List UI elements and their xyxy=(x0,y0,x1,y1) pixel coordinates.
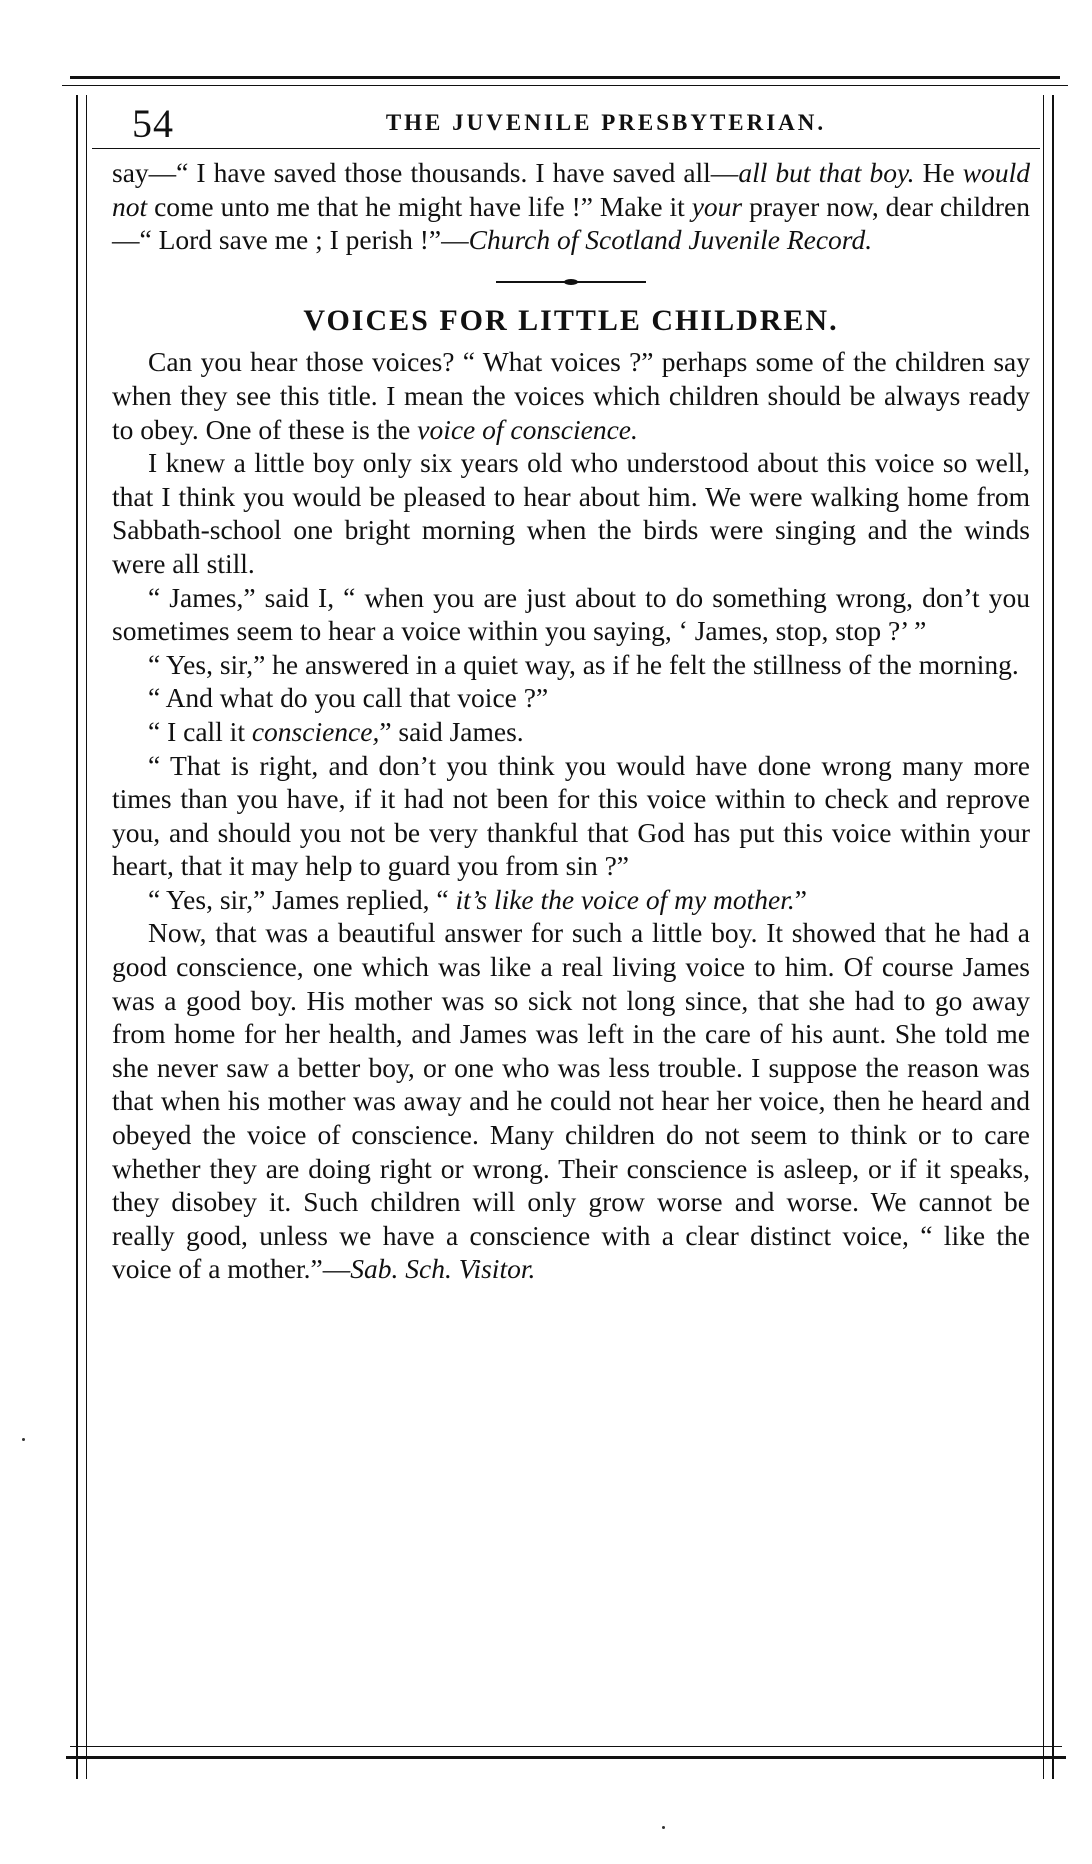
text-run: say—“ I have saved those thousands. I have saved all— xyxy=(112,157,739,188)
text-run: come unto me that he might have life !” Make it xyxy=(147,190,692,222)
article-paragraph xyxy=(112,345,1030,446)
italic-run: all but that boy. xyxy=(738,157,915,188)
text-run: ” said James. xyxy=(379,715,524,747)
text-run: ” xyxy=(794,883,808,915)
page-content xyxy=(112,156,1030,1286)
print-speck xyxy=(22,1438,25,1441)
page-number: 54 xyxy=(132,101,174,146)
article-paragraph: “ That is right, and don’t you think you would have done wrong many more times than you have, if it had not been for this voice within to check and reprove you, and should you not be very thankful that God has put this voice within your heart, that it may help to guard you from sin ?” xyxy=(112,749,1030,882)
right-inner-rule xyxy=(1043,95,1044,1779)
text-run: Now, that was a beautiful answer for such a little boy. It showed that he had a good conscience, one which was like a real living voice to him. Of course James was a good boy. His mother was so sick not long since, that she had to go away from home for her health, and James was left in the care of his aunt. She told me she never saw a better boy, or one who was less trouble. I suppose the reason was that when his mother was away and he could not hear her voice, then he heard and obeyed the voice of conscience. Many children do not seem to think or to care whether they are doing right or wrong. Their conscience is asleep, or if it speaks, they disobey it. Such children will only grow worse and worse. We cannot be really good, unless we have a conscience with a clear distinct voice, “ like the voice of a mother.”— xyxy=(112,917,1030,1285)
section-divider xyxy=(496,279,646,284)
bottom-rule xyxy=(70,1746,1062,1747)
right-border-rule xyxy=(1052,95,1054,1779)
article-paragraph xyxy=(112,715,1030,749)
text-run: “ I call it xyxy=(148,715,252,747)
source-citation: Church of Scotland Juvenile Record. xyxy=(468,224,873,256)
bottom-rule-thick xyxy=(66,1756,1066,1759)
italic-run: conscience, xyxy=(251,715,380,747)
italic-run: it’s like the voice of my mother. xyxy=(455,883,795,915)
italic-run: your xyxy=(691,190,743,222)
article-paragraph xyxy=(112,883,1030,917)
text-run: He xyxy=(914,157,963,188)
article-paragraph: “ James,” said I, “ when you are just about to do something wrong, don’t you sometimes seem to hear a voice within you saying, ‘ James, stop, stop ?’ ” xyxy=(112,581,1030,647)
left-inner-rule xyxy=(86,95,87,1779)
print-speck xyxy=(662,1826,665,1829)
text-run: Can you hear those voices? “ What voices ?” perhaps some of the children say when they see this title. I mean the voices which children should be always ready to obey. One of these is the xyxy=(112,346,1030,445)
left-border-rule xyxy=(76,95,78,1779)
source-citation: Sab. Sch. Visitor. xyxy=(350,1253,536,1285)
article-paragraph: “ Yes, sir,” he answered in a quiet way, as if he felt the stillness of the morning. xyxy=(148,648,1019,680)
italic-run: would not xyxy=(112,157,1031,222)
page-header xyxy=(92,92,1040,149)
text-run: “ Yes, sir,” James replied, “ xyxy=(148,883,456,915)
article-paragraph: “ And what do you call that voice ?” xyxy=(148,682,549,714)
journal-title: THE JUVENILE PRESBYTERIAN. xyxy=(385,110,827,135)
italic-run: voice of conscience. xyxy=(417,413,638,445)
article-paragraph xyxy=(112,916,1030,1286)
article-paragraph: I knew a little boy only six years old who understood about this voice so well, that I think you would be pleased to hear about him. We were walking home from Sabbath-school one bright morning when the birds were singing and the winds were all still. xyxy=(112,447,1030,579)
text-run: prayer now, dear children—“ Lord save me ; I perish !”— xyxy=(112,190,1030,256)
continued-paragraph xyxy=(112,156,1030,257)
article-title: VOICES FOR LITTLE CHILDREN. xyxy=(303,303,839,337)
